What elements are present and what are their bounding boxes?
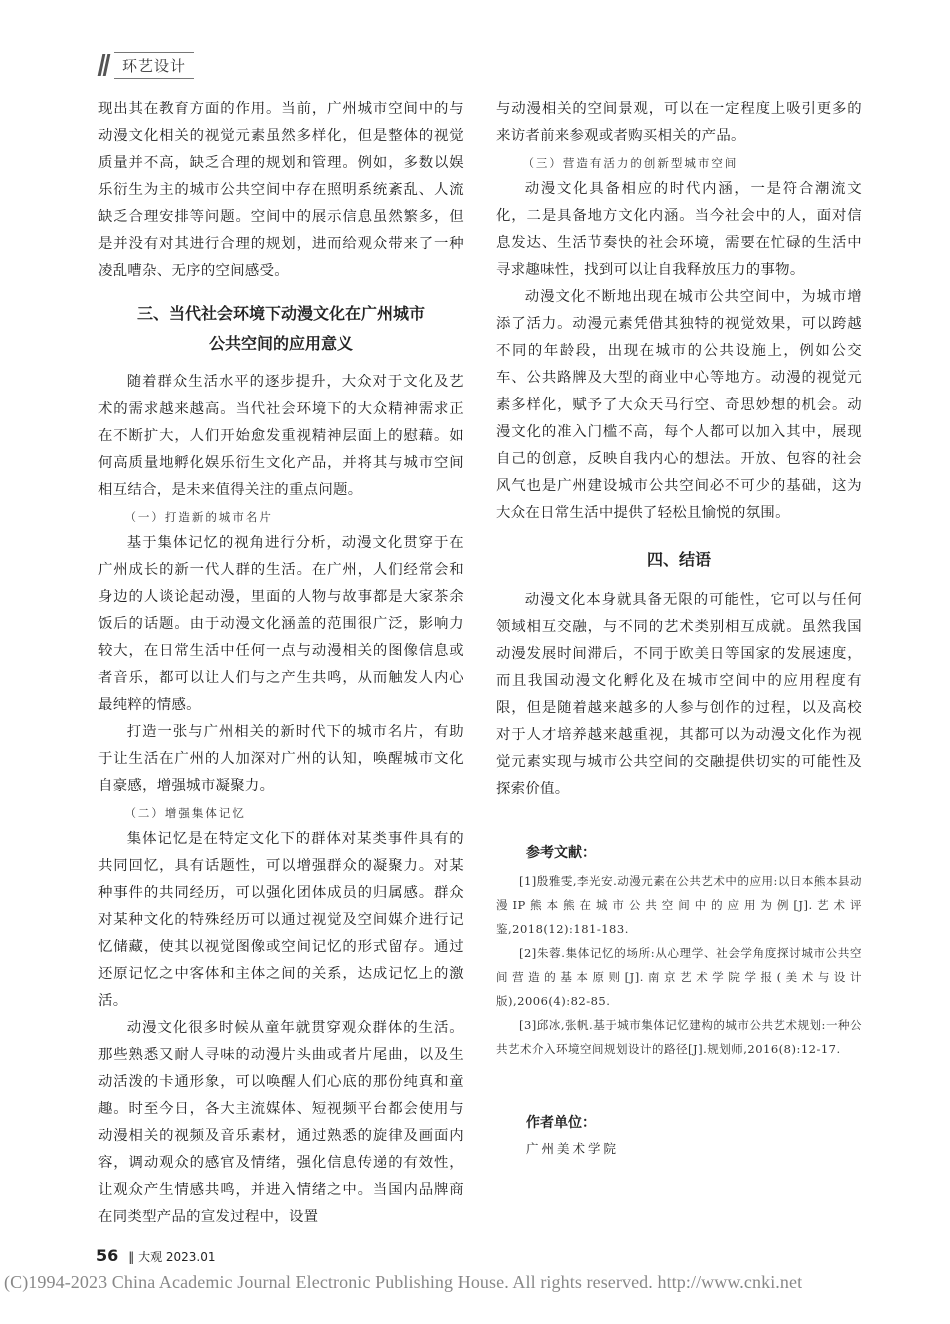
journal-name: ‖ 大观 2023.01 bbox=[128, 1250, 216, 1264]
subsection-2-heading: （二）增强集体记忆 bbox=[124, 806, 246, 820]
paragraph: 基于集体记忆的视角进行分析，动漫文化贯穿于在广州成长的新一代人群的生活。在广州，人们经常会和身边的人谈论起动漫，里面的人物与故事都是大家茶余饭后的话题。由于动漫文化涵盖的范围很广泛，影响力较大，在日常生活中任何一点与动漫相关的图像信息或者音乐，都可以让人们与之产生共鸣，从而触发人内心最纯粹的情感。 bbox=[98, 535, 464, 713]
paragraph: 现出其在教育方面的作用。当前，广州城市空间中的与动漫文化相关的视觉元素虽然多样化，但是整体的视觉质量并不高，缺乏合理的规划和管理。例如，多数以娱乐衍生为主的城市公共空间中存在照明系统紊乱、人流缺乏合理安排等问题。空间中的展示信息虽然繁多，但是并没有对其进行合理的规划，进而给观众带来了一种凌乱嘈杂、无序的空间感受。 bbox=[98, 101, 464, 279]
page-number: 56 bbox=[96, 1246, 119, 1265]
right-column bbox=[496, 96, 862, 1163]
section-3-heading bbox=[98, 299, 464, 359]
section-3-title-line1: 三、当代社会环境下动漫文化在广州城市 bbox=[136, 304, 425, 323]
reference-item: [2]朱蓉.集体记忆的场所:从心理学、社会学角度探讨城市公共空间营造的基本原则[J].南京艺术学院学报(美术与设计版),2006(4):82-85. bbox=[496, 946, 862, 1008]
section-4-heading: 四、结语 bbox=[646, 550, 711, 569]
author-affiliation: 广州美术学院 bbox=[526, 1141, 620, 1156]
paragraph: 动漫文化很多时候从童年就贯穿观众群体的生活。那些熟悉又耐人寻味的动漫片头曲或者片尾曲，以及生动活泼的卡通形象，可以唤醒人们心底的那份纯真和童趣。时至今日，各大主流媒体、短视频平台都会使用与动漫相关的视频及音乐素材，通过熟悉的旋律及画面内容，调动观众的感官及情绪，强化信息传递的有效性，让观众产生情感共鸣，并进入情绪之中。当国内品牌商在同类型产品的宣发过程中，设置 bbox=[98, 1020, 464, 1225]
section-header-tag bbox=[100, 52, 194, 78]
section-3-title-line2: 公共空间的应用意义 bbox=[208, 334, 353, 353]
paragraph: 随着群众生活水平的逐步提升，大众对于文化及艺术的需求越来越高。当代社会环境下的大众精神需求正在不断扩大，人们开始愈发重视精神层面上的慰藉。如何高质量地孵化娱乐衍生文化产品，并将其与城市空间相互结合，是未来值得关注的重点问题。 bbox=[98, 374, 464, 498]
author-affiliation-title: 作者单位： bbox=[526, 1115, 596, 1131]
section-label: 环艺设计 bbox=[114, 52, 194, 79]
paragraph: 动漫文化具备相应的时代内涵，一是符合潮流文化，二是具备地方文化内涵。当今社会中的人，面对信息发达、生活节奏快的社会环境，需要在忙碌的生活中寻求趣味性，找到可以让自我释放压力的事物。 bbox=[496, 181, 862, 278]
page-footer bbox=[96, 1246, 216, 1265]
references-title: 参考文献： bbox=[526, 845, 596, 861]
paragraph: 与动漫相关的空间景观，可以在一定程度上吸引更多的来访者前来参观或者购买相关的产品。 bbox=[496, 101, 862, 144]
paragraph: 动漫文化本身就具备无限的可能性，它可以与任何领域相互交融，与不同的艺术类别相互成就。虽然我国动漫发展时间滞后，不同于欧美日等国家的发展速度，而且我国动漫文化孵化及在城市空间中的应用程度有限，但是随着越来越多的人参与创作的过程，以及高校对于人才培养越来越重视，其都可以为动漫文化作为视觉元素实现与城市公共空间的交融提供切实的可能性及探索价值。 bbox=[496, 592, 862, 797]
paragraph: 打造一张与广州相关的新时代下的城市名片，有助于让生活在广州的人加深对广州的认知，唤醒城市文化自豪感，增强城市凝聚力。 bbox=[98, 724, 464, 794]
subsection-1-heading: （一）打造新的城市名片 bbox=[124, 510, 273, 524]
paragraph: 集体记忆是在特定文化下的群体对某类事件具有的共同回忆，具有话题性，可以增强群众的凝聚力。对某种事件的共同经历，可以强化团体成员的归属感。群众对某种文化的特殊经历可以通过视觉及空间媒介进行记忆储藏，使其以视觉图像或空间记忆的形式留存。通过还原记忆之中客体和主体之间的关系，达成记忆上的激活。 bbox=[98, 831, 464, 1009]
subsection-3-heading: （三）营造有活力的创新型城市空间 bbox=[522, 156, 739, 170]
reference-item: [3]邱冰,张帆.基于城市集体记忆建构的城市公共艺术规划:一种公共艺术介入环境空间规划设计的路径[J].规划师,2016(8):12-17. bbox=[496, 1018, 862, 1056]
paragraph: 动漫文化不断地出现在城市公共空间中，为城市增添了活力。动漫元素凭借其独特的视觉效果，可以跨越不同的年龄段，出现在城市的公共设施上，例如公交车、公共路牌及大型的商业中心等地方。动漫的视觉元素多样化，赋予了大众天马行空、奇思妙想的机会。动漫文化的准入门槛不高，每个人都可以加入其中，展现自己的创意，反映自我内心的想法。开放、包容的社会风气也是广州建设城市公共空间必不可少的基础，这为大众在日常生活中提供了轻松且愉悦的氛围。 bbox=[496, 289, 862, 521]
copyright-notice: (C)1994-2023 China Academic Journal Electronic Publishing House. All rights reserved. http://www.cnki.net bbox=[4, 1272, 803, 1292]
reference-item: [1]殷雅雯,李光安.动漫元素在公共艺术中的应用:以日本熊本县动漫IP熊本熊在城市公共空间中的应用为例[J].艺术评鉴,2018(12):181-183. bbox=[496, 874, 862, 936]
header-decoration bbox=[100, 54, 110, 76]
left-column bbox=[98, 96, 464, 1231]
